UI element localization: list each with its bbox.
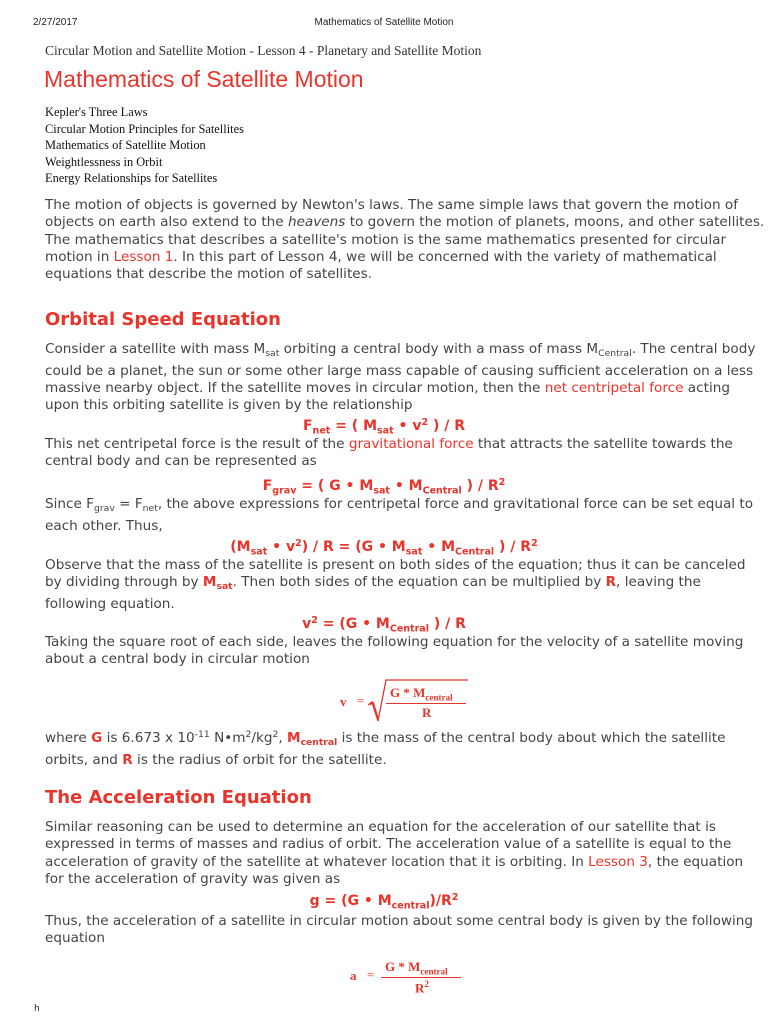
intro-paragraph: The motion of objects is governed by Newton's laws. The same simple laws that govern the motion of objects on earth also extend to the heavens to govern the motion of planets, moons, and other satellites. The mathematics that describes a satellite's motion is the same mathematics presented for circular motion in Lesson 1. In this part of Lesson 4, we will be concerned with the variety of mathematical equations that describe the motion of satellites. [45,197,765,283]
orbital-paragraph-4: Observe that the mass of the satellite is present on both sides of the equation; thus it can be canceled by dividing through by $M_{sat}$. Then both sides of the equation can be multiplied by R, leaving the following equation. [45,557,746,612]
orbital-speed-heading: Orbital Speed Equation [45,309,281,330]
lesson-3-link[interactable]: Lesson 3 [588,853,648,870]
equation-v-squared: $v^2 = (G$ • $M_{Central}$ ) / R [302,615,466,635]
acceleration-paragraph-1: Similar reasoning can be used to determine an equation for the acceleration of our satellite that is expressed in terms of masses and radius of orbit. The acceleration value of a satellite is equal to the acceleration of gravity of the satellite at whatever location that it is orbiting. In Lesson 3, the equation for the acceleration of gravity was given as [45,819,744,887]
subnav [45,104,244,187]
fraction-bar [381,977,461,978]
orbital-paragraph-5: Taking the square root of each side, leaves the following equation for the velocity of a satellite moving about a central body in circular motion [45,634,744,668]
print-footer: h [34,1004,40,1014]
subnav-item-energy-relationships[interactable]: Energy Relationships for Satellites [45,171,218,185]
subnav-item-circular-motion-principles[interactable]: Circular Motion Principles for Satellites [45,121,244,136]
orbital-paragraph-1: Consider a satellite with mass $M_{sat}$ orbiting a central body with a mass of mass $M_{Central}$. The central body could be a planet, the sun or some other large mass capable of causing sufficient acceleration on a less massive nearby object. If the satellite moves in circular motion, then the net centripetal force acting upon this orbiting satellite is given by the relationship [45,341,756,414]
page-title: Mathematics of Satellite Motion [44,66,364,92]
orbital-paragraph-6: where G is 6.673 x $10^{-11}$ $N•m^2/kg^2$, $M_{central}$ is the mass of the central body about which the satellite orbits, and R is the radius of orbit for the satellite. [45,729,726,768]
net-centripetal-force-link[interactable]: net centripetal force [544,379,684,396]
lesson-1-link[interactable]: Lesson 1 [113,248,174,265]
equation-fgrav: $F_{grav}$ = ( G • $M_{sat}$ • $M_{Central}$ ) / $R^2$ [262,477,506,497]
heavens-emphasis: heavens [287,214,346,231]
gravitational-force-link[interactable]: gravitational force [348,436,474,452]
equation-acceleration: a = G * $M_{central}$ $R^2$ [345,955,475,1003]
equation-equated: ($M_{sat}$ • $v^2) / R = (G$ • $M_{sat}$ • $M_{Central}$ ) / $R^2$ [230,538,538,558]
orbital-paragraph-2: This net centripetal force is the result of the gravitational force that attracts the satellite towards the central body and can be represented as [45,436,733,470]
subnav-item-mathematics[interactable]: Mathematics of Satellite Motion [45,138,206,152]
equation-g: g = (G • $M_{central})/R^2$ [309,892,459,912]
print-date: 2/27/2017 [33,17,78,28]
subnav-item-weightlessness[interactable]: Weightlessness in Orbit [45,154,163,169]
acceleration-paragraph-2: Thus, the acceleration of a satellite in circular motion about some central body is given by the following equation [45,913,754,947]
acceleration-heading: The Acceleration Equation [45,787,312,808]
orbital-paragraph-3: Since $F_{grav} = F_{net}$, the above expressions for centripetal force and gravitational force can be set equal to each other. Thus, [45,496,754,534]
fraction-bar [386,703,466,704]
equation-orbital-velocity: v = G * $M_{central}$ R [330,677,490,725]
breadcrumb: Circular Motion and Satellite Motion - Lesson 4 - Planetary and Satellite Motion [45,43,482,58]
equation-fnet: $F_{net}$ = ( $M_{sat}$ • $v^2$ ) / R [302,417,466,437]
print-title: Mathematics of Satellite Motion [314,17,454,28]
subnav-item-keplers-laws[interactable]: Kepler's Three Laws [45,105,148,119]
